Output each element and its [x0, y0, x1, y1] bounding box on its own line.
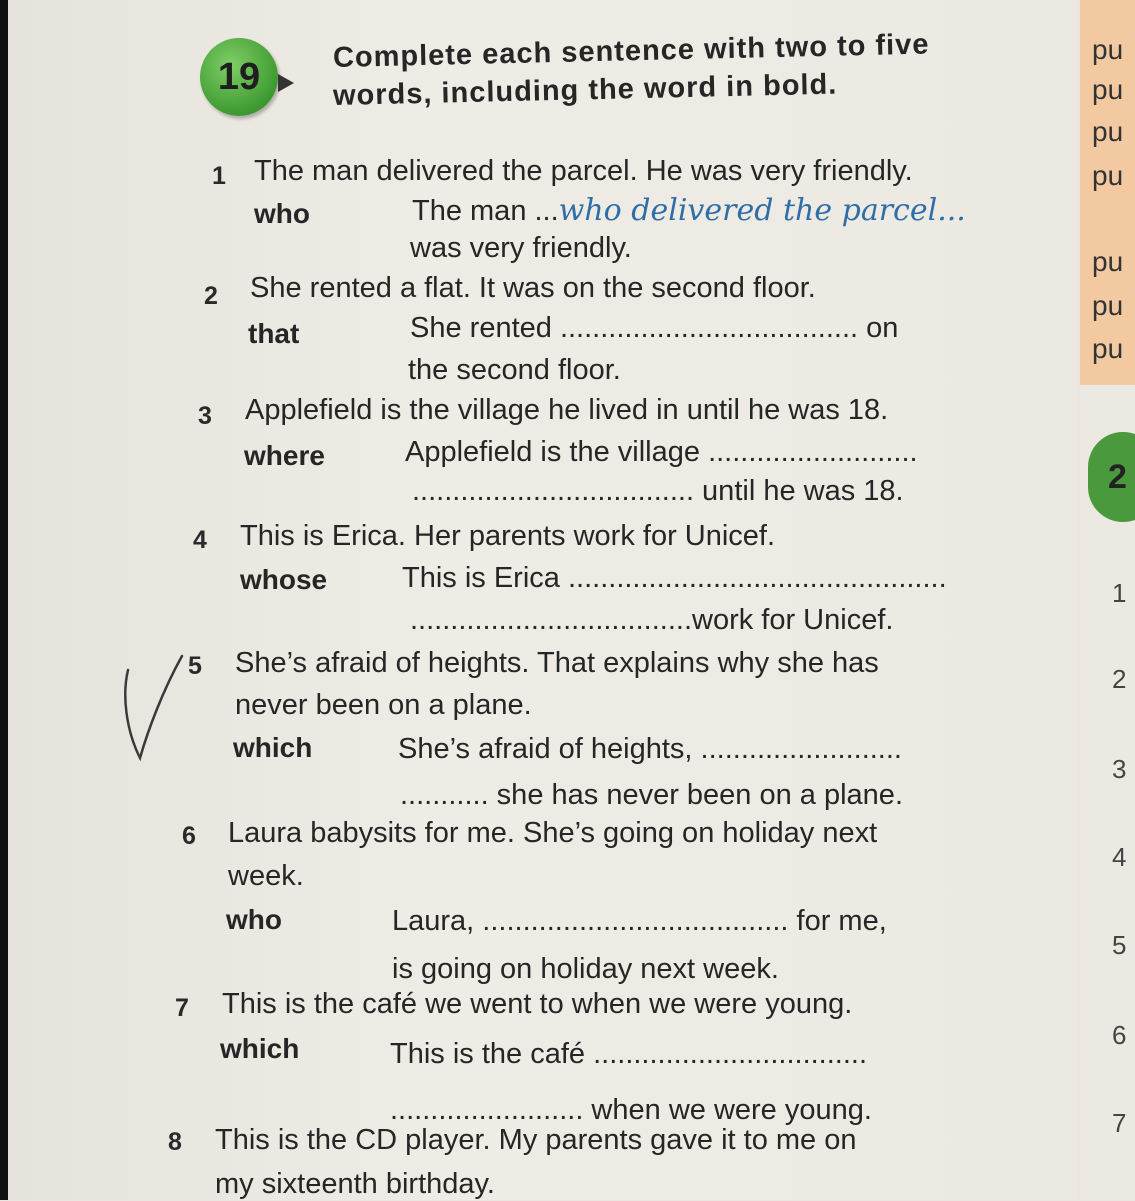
side-number: 1: [1112, 578, 1127, 608]
exercise-number: 19: [217, 56, 261, 98]
answer-line-2: ................................... until he was 18.: [412, 475, 904, 507]
side-word: pu: [1092, 290, 1124, 321]
answer-line-1: She rented ..................................... on: [410, 312, 899, 344]
side-word: pu: [1092, 74, 1124, 105]
side-number: 2: [1112, 664, 1127, 694]
side-word: pu: [1092, 116, 1124, 147]
instruction-line-2: words, including the word in bold.: [332, 68, 838, 112]
item-number: 5: [188, 652, 202, 680]
item-keyword: that: [248, 318, 300, 349]
item-keyword: who: [226, 904, 282, 935]
item-sentence: This is the café we went to when we were young.: [222, 988, 853, 1020]
side-word: pu: [1092, 34, 1124, 65]
item-number: 2: [204, 282, 218, 310]
answer-line-2: the second floor.: [408, 354, 621, 386]
item-number: 1: [212, 162, 226, 190]
instruction-line-1: Complete each sentence with two to five: [332, 28, 930, 74]
item-sentence-line-2: never been on a plane.: [235, 689, 532, 721]
answer-line-2: ........... she has never been on a plane.: [400, 779, 903, 811]
item-keyword: which: [233, 732, 313, 763]
next-exercise-badge: [1088, 432, 1135, 522]
item-sentence-line-2: my sixteenth birthday.: [215, 1168, 495, 1200]
left-dark-edge: [0, 0, 8, 1200]
item-sentence: This is Erica. Her parents work for Unicef.: [240, 520, 776, 552]
side-number: 5: [1112, 930, 1127, 960]
answer-line-1: [412, 193, 966, 228]
item-number: 3: [198, 402, 212, 430]
item-number: 4: [193, 526, 207, 554]
answer-line-1: She’s afraid of heights, .........................: [398, 733, 902, 765]
side-number: 7: [1112, 1108, 1127, 1138]
exercise-number-badge: [200, 38, 278, 116]
item-keyword: where: [244, 440, 325, 471]
answer-line-2: ...................................work for Unicef.: [410, 604, 894, 636]
handwritten-check-mark-icon: [118, 650, 188, 765]
side-word: pu: [1092, 333, 1124, 364]
item-keyword: whose: [240, 564, 328, 595]
answer-line-2: is going on holiday next week.: [392, 953, 779, 985]
side-number: 4: [1112, 842, 1127, 872]
answer-line-2: ........................ when we were young.: [390, 1094, 872, 1126]
item-keyword: who: [254, 198, 310, 229]
item-sentence: The man delivered the parcel. He was very friendly.: [254, 155, 913, 187]
side-word: pu: [1092, 246, 1124, 277]
item-number: 6: [182, 822, 196, 850]
badge-pointer: [278, 74, 294, 92]
item-sentence-line-1: She’s afraid of heights. That explains why she has: [235, 647, 879, 679]
answer-line-1: Laura, ...................................... for me,: [392, 905, 887, 937]
side-word: pu: [1092, 160, 1124, 191]
item-sentence-line-2: week.: [228, 860, 304, 892]
item-sentence: Applefield is the village he lived in until he was 18.: [245, 394, 889, 426]
item-number: 7: [175, 994, 189, 1022]
item-sentence-line-1: This is the CD player. My parents gave it to me on: [215, 1124, 857, 1156]
answer-prefix: The man ...: [412, 195, 559, 227]
item-number: 8: [168, 1128, 182, 1156]
next-exercise-number: 2: [1108, 458, 1127, 496]
answer-line-2: was very friendly.: [410, 232, 632, 264]
item-sentence: She rented a flat. It was on the second floor.: [250, 272, 816, 304]
answer-line-1: This is Erica ...............................................: [402, 562, 947, 594]
item-keyword: which: [220, 1033, 300, 1064]
side-number: 3: [1112, 754, 1127, 784]
item-sentence-line-1: Laura babysits for me. She’s going on holiday next: [228, 817, 878, 849]
answer-line-1: This is the café ..................................: [390, 1038, 868, 1070]
answer-line-1: Applefield is the village ..........................: [405, 436, 918, 468]
side-number: 6: [1112, 1020, 1127, 1050]
handwritten-answer: who delivered the parcel...: [558, 193, 966, 228]
